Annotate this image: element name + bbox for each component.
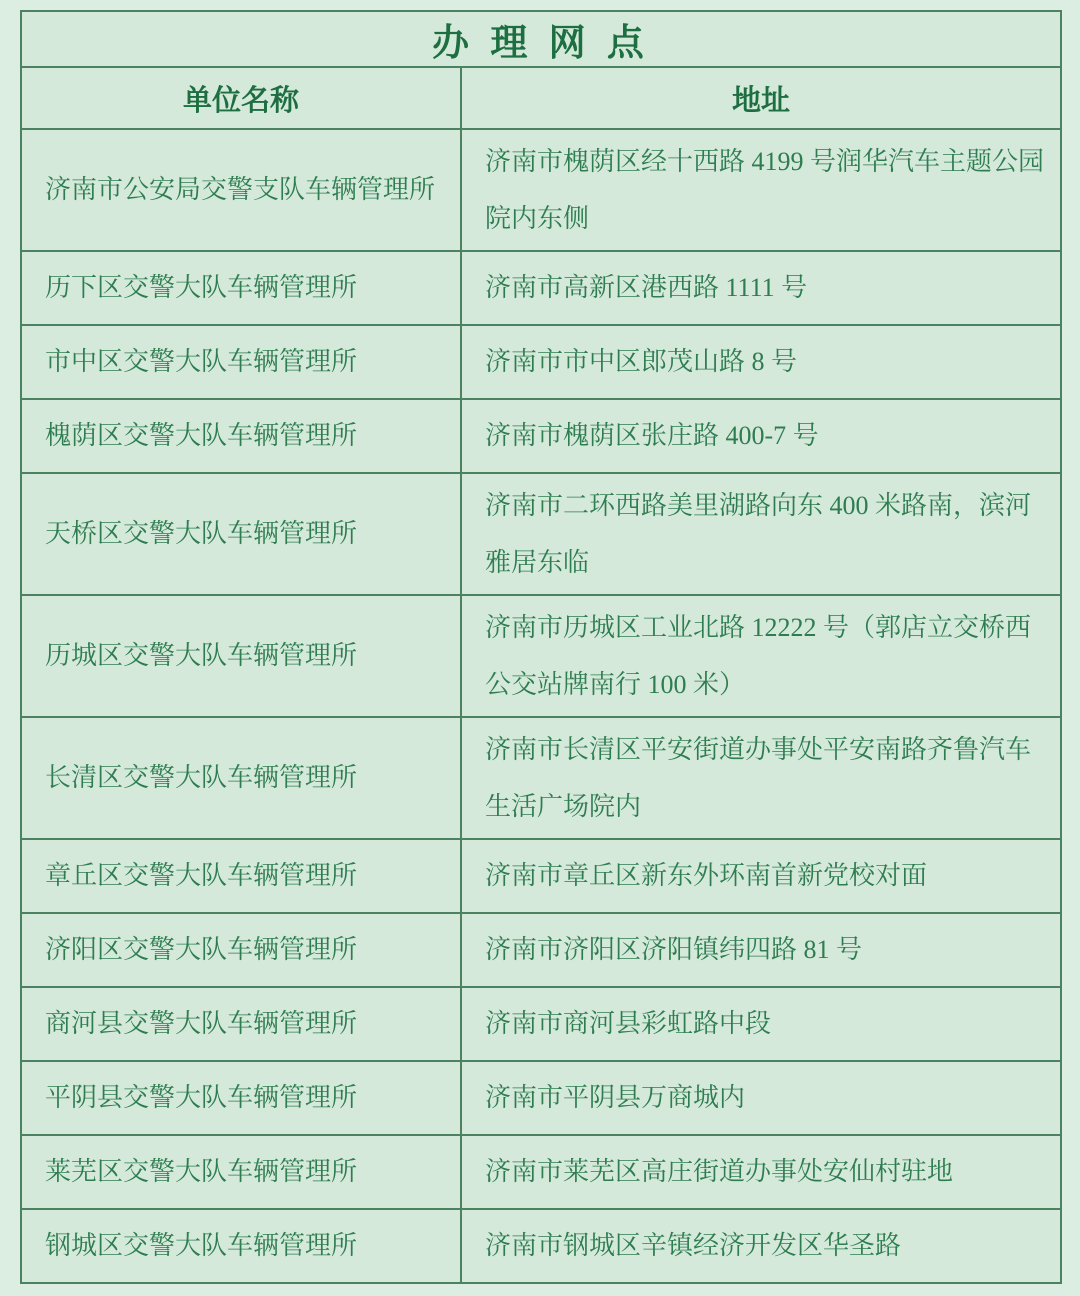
unit-name-cell: 商河县交警大队车辆管理所 [21, 987, 461, 1061]
unit-name-cell: 长清区交警大队车辆管理所 [21, 717, 461, 839]
address-cell: 济南市济阳区济阳镇纬四路 81 号 [461, 913, 1061, 987]
unit-name-cell: 章丘区交警大队车辆管理所 [21, 839, 461, 913]
table-row [21, 987, 1061, 1061]
column-header-address: 地址 [461, 67, 1061, 129]
unit-name-cell: 历下区交警大队车辆管理所 [21, 251, 461, 325]
unit-name-cell: 平阴县交警大队车辆管理所 [21, 1061, 461, 1135]
address-cell: 济南市高新区港西路 1111 号 [461, 251, 1061, 325]
address-cell: 济南市钢城区辛镇经济开发区华圣路 [461, 1209, 1061, 1283]
column-header-unit-name: 单位名称 [21, 67, 461, 129]
header-row [21, 67, 1061, 129]
table-row [21, 129, 1061, 251]
address-cell: 济南市商河县彩虹路中段 [461, 987, 1061, 1061]
table-title: 办 理 网 点 [21, 11, 1061, 67]
unit-name-cell: 槐荫区交警大队车辆管理所 [21, 399, 461, 473]
unit-name-cell: 莱芜区交警大队车辆管理所 [21, 1135, 461, 1209]
address-cell: 济南市槐荫区经十西路 4199 号润华汽车主题公园院内东侧 [461, 129, 1061, 251]
table-row [21, 913, 1061, 987]
address-cell: 济南市历城区工业北路 12222 号（郭店立交桥西公交站牌南行 100 米） [461, 595, 1061, 717]
table-row [21, 473, 1061, 595]
unit-name-cell: 钢城区交警大队车辆管理所 [21, 1209, 461, 1283]
unit-name-cell: 济南市公安局交警支队车辆管理所 [21, 129, 461, 251]
service-locations-table [20, 10, 1062, 1284]
title-row [21, 11, 1061, 67]
address-cell: 济南市莱芜区高庄街道办事处安仙村驻地 [461, 1135, 1061, 1209]
table-row [21, 251, 1061, 325]
table-row [21, 595, 1061, 717]
table-row [21, 325, 1061, 399]
address-cell: 济南市槐荫区张庄路 400-7 号 [461, 399, 1061, 473]
unit-name-cell: 天桥区交警大队车辆管理所 [21, 473, 461, 595]
table-row [21, 1135, 1061, 1209]
address-cell: 济南市章丘区新东外环南首新党校对面 [461, 839, 1061, 913]
unit-name-cell: 历城区交警大队车辆管理所 [21, 595, 461, 717]
address-cell: 济南市市中区郎茂山路 8 号 [461, 325, 1061, 399]
table-row [21, 839, 1061, 913]
address-cell: 济南市平阴县万商城内 [461, 1061, 1061, 1135]
table-row [21, 399, 1061, 473]
unit-name-cell: 市中区交警大队车辆管理所 [21, 325, 461, 399]
table-row [21, 1209, 1061, 1283]
address-cell: 济南市二环西路美里湖路向东 400 米路南，滨河雅居东临 [461, 473, 1061, 595]
table-row [21, 1061, 1061, 1135]
unit-name-cell: 济阳区交警大队车辆管理所 [21, 913, 461, 987]
table-row [21, 717, 1061, 839]
address-cell: 济南市长清区平安街道办事处平安南路齐鲁汽车生活广场院内 [461, 717, 1061, 839]
